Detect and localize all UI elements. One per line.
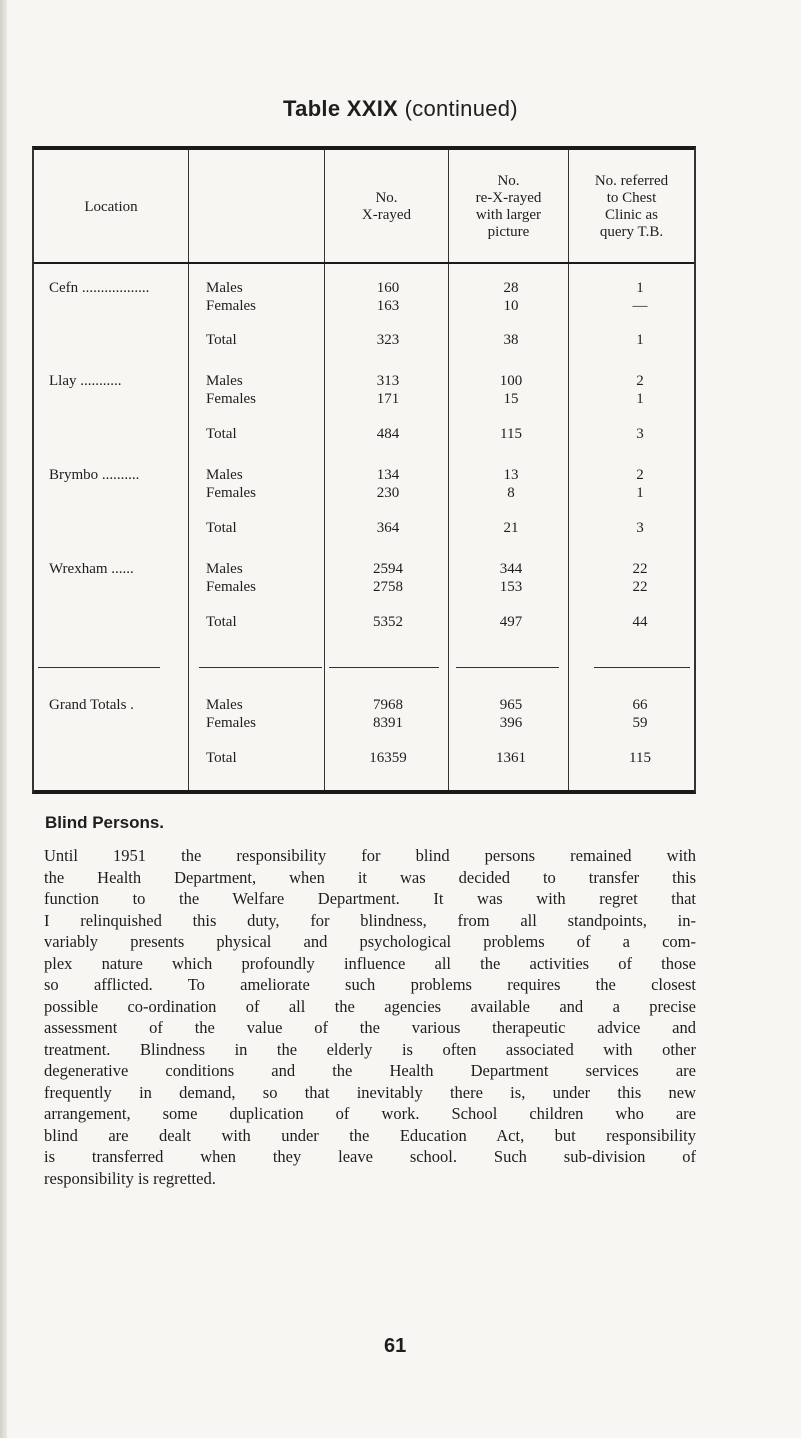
xrayed-cell: 323 — [376, 332, 400, 348]
grand-total-separator — [594, 667, 690, 668]
referred-cell: 22 — [632, 561, 648, 577]
paragraph-line: plex nature which profoundly influence all the activities of those — [44, 953, 696, 973]
category-cell: Males — [206, 697, 243, 713]
section-heading: Blind Persons. — [45, 813, 165, 832]
paragraph-line: arrangement, some duplication of work. School children who are — [44, 1104, 696, 1123]
rexrayed-cell: 115 — [500, 426, 522, 442]
paragraph-line: blind are dealt with under the Education Act, but responsibility — [44, 1125, 696, 1145]
referred-cell: 2 — [636, 467, 644, 483]
paragraph-line: frequently in demand, so that inevitably there is, under this new — [44, 1082, 696, 1102]
xrayed-cell: 2758 — [373, 579, 403, 595]
xrayed-cell: 5352 — [373, 614, 403, 630]
xrayed-cell: 313 — [376, 373, 400, 389]
rexrayed-cell: 28 — [503, 280, 519, 296]
rexrayed-cell: 153 — [499, 579, 523, 595]
paragraph-line: assessment of the value of the various therapeutic advice and — [44, 1018, 696, 1037]
xrayed-cell: 16359 — [369, 750, 407, 766]
rexrayed-cell: 13 — [503, 467, 519, 483]
referred-cell: 1 — [636, 280, 644, 296]
xrayed-cell: 171 — [376, 391, 400, 407]
xrayed-cell: 8391 — [373, 715, 403, 731]
referred-cell: 1 — [636, 332, 644, 348]
grand-total-separator — [38, 667, 160, 668]
page-number: 61 — [384, 1335, 407, 1357]
header-rule — [34, 262, 694, 264]
table-title-prefix: Table — [283, 96, 341, 121]
header-category — [189, 152, 324, 262]
category-cell: Females — [206, 715, 256, 731]
page-binding-edge — [0, 0, 7, 1438]
category-cell: Females — [206, 579, 256, 595]
paragraph-line: treatment. Blindness in the elderly is often associated with other — [44, 1039, 696, 1059]
xrayed-cell: 230 — [376, 485, 400, 501]
referred-cell: — — [632, 298, 648, 314]
category-cell: Total — [206, 750, 237, 766]
paragraph-line: possible co-ordination of all the agencies available and a precise — [44, 996, 696, 1016]
body-paragraph — [44, 845, 696, 1189]
xrayed-cell: 134 — [376, 467, 400, 483]
category-cell: Females — [206, 298, 256, 314]
data-table — [32, 146, 696, 794]
referred-cell: 3 — [636, 426, 644, 442]
category-cell: Total — [206, 520, 237, 536]
paragraph-line: so afflicted. To ameliorate such problems requires the closest — [44, 975, 696, 994]
rexrayed-cell: 965 — [499, 697, 523, 713]
table-title-number: XXIX — [346, 96, 399, 121]
paragraph-line: the Health Department, when it was decided to transfer this — [44, 867, 696, 887]
referred-cell: 3 — [636, 520, 644, 536]
rexrayed-cell: 15 — [503, 391, 519, 407]
xrayed-cell: 160 — [376, 280, 400, 296]
referred-cell: 1 — [636, 391, 644, 407]
paragraph-line: Until 1951 the responsibility for blind persons remained with — [44, 846, 696, 865]
paragraph-line: responsibility is regretted. — [44, 1168, 216, 1188]
referred-cell: 115 — [629, 750, 651, 766]
table-title-suffix: (continued) — [404, 96, 518, 121]
category-cell: Males — [206, 467, 243, 483]
category-cell: Males — [206, 561, 243, 577]
table-title — [0, 96, 801, 122]
referred-cell: 66 — [632, 697, 648, 713]
rexrayed-cell: 8 — [507, 485, 515, 501]
rexrayed-cell: 21 — [503, 520, 519, 536]
category-cell: Total — [206, 426, 237, 442]
location-cell: Wrexham ...... — [49, 561, 134, 577]
referred-cell: 44 — [632, 614, 648, 630]
category-cell: Males — [206, 373, 243, 389]
category-cell: Total — [206, 332, 237, 348]
rexrayed-cell: 396 — [499, 715, 523, 731]
xrayed-cell: 163 — [376, 298, 400, 314]
location-cell: Grand Totals . — [49, 697, 134, 713]
rexrayed-cell: 344 — [499, 561, 523, 577]
rexrayed-cell: 497 — [499, 614, 523, 630]
header-referred: No. referred to Chest Clinic as query T.B. — [594, 173, 669, 240]
location-cell: Llay ........... — [49, 373, 122, 389]
paragraph-line: variably presents physical and psychological problems of a com- — [44, 932, 696, 951]
referred-cell: 59 — [632, 715, 648, 731]
paragraph-line: degenerative conditions and the Health Department services are — [44, 1061, 696, 1080]
location-cell: Cefn .................. — [49, 280, 150, 296]
rexrayed-cell: 10 — [503, 298, 519, 314]
location-cell: Brymbo .......... — [49, 467, 140, 483]
rexrayed-cell: 1361 — [496, 750, 526, 766]
header-rexrayed: No. re-X-rayed with larger picture — [475, 173, 542, 240]
rexrayed-cell: 100 — [499, 373, 523, 389]
referred-cell: 2 — [636, 373, 644, 389]
rexrayed-cell: 38 — [503, 332, 519, 348]
grand-total-separator — [456, 667, 559, 668]
category-cell: Males — [206, 280, 243, 296]
category-cell: Total — [206, 614, 237, 630]
paragraph-line: function to the Welfare Department. It was with regret that — [44, 889, 696, 908]
paragraph-line: is transferred when they leave school. Such sub-division of — [44, 1147, 696, 1166]
referred-cell: 22 — [632, 579, 648, 595]
xrayed-cell: 7968 — [373, 697, 403, 713]
category-cell: Females — [206, 391, 256, 407]
header-location: Location — [84, 198, 138, 215]
xrayed-cell: 364 — [376, 520, 400, 536]
header-xrayed: No. X-rayed — [361, 190, 412, 223]
referred-cell: 1 — [636, 485, 644, 501]
grand-total-separator — [199, 667, 322, 668]
xrayed-cell: 484 — [376, 426, 400, 442]
category-cell: Females — [206, 485, 256, 501]
xrayed-cell: 2594 — [373, 561, 403, 577]
paragraph-line: I relinquished this duty, for blindness, from all standpoints, in- — [44, 910, 696, 930]
grand-total-separator — [329, 667, 439, 668]
